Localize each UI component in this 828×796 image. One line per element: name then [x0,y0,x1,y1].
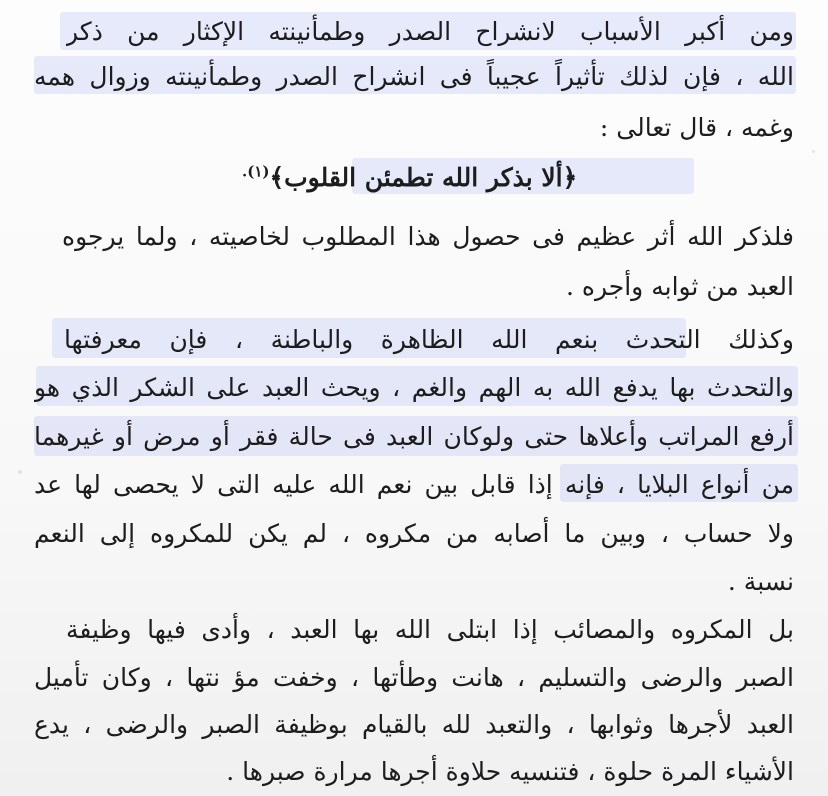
paragraph-4-line-1: بل المكروه والمصائب إذا ابتلى الله بها العبد ، وأدى فيها وظيفة [66,615,794,644]
paragraph-3-line-3: أرفع المراتب وأعلاها حتى ولوكان العبد فى حالة فقر أو مرض أو غيرهما [34,422,794,451]
paragraph-2-line-2: العبد من ثوابه وأجره . [566,272,794,301]
scan-speck [812,150,815,153]
scan-speck [18,470,22,474]
paragraph-4-line-3: العبد لأجرها وثوابها ، والتعبد لله بالقيام بوظيفة الصبر والرضى ، يدع [34,710,794,739]
quran-verse-text: ﴿ألا بذكر الله تطمئن القلوب﴾ [269,163,578,192]
paragraph-3-line-4: من أنواع البلايا ، فإنه إذا قابل بين نعم الله عليه التى لا يحصى لها عد [34,470,794,499]
paragraph-2-line-1: فلذكر الله أثر عظيم فى حصول هذا المطلوب لخاصيته ، ولما يرجوه [62,222,794,251]
paragraph-1-line-2: الله ، فإن لذلك تأثيراً عجيباً فى انشراح الصدر وطمأنينته وزوال همه [34,62,794,91]
paragraph-4-line-2: الصبر والرضى والتسليم ، هانت وطأتها ، وخفت مؤ نتها ، وكان تأميل [34,663,794,692]
paragraph-3-line-1: وكذلك التحدث بنعم الله الظاهرة والباطنة ، فإن معرفتها [64,325,794,354]
paragraph-3-line-5: ولا حساب ، وبين ما أصابه من مكروه ، لم يكن للمكروه إلى النعم [34,519,794,548]
footnote-marker: (١). [242,162,270,181]
paragraph-1-line-1: ومن أكبر الأسباب لانشراح الصدر وطمأنينته الإكثار من ذكر [66,17,794,46]
paragraph-4-line-4: الأشياء المرة حلوة ، فتنسيه حلاوة أجرها مرارة صبرها . [226,757,794,786]
paragraph-1-line-3: وغمه ، قال تعالى : [599,113,794,142]
quran-verse [242,156,682,200]
paragraph-3-line-6: نسبة . [727,567,794,596]
paragraph-3-line-2: والتحدث بها يدفع الله به الهم والغم ، ويحث العبد على الشكر الذي هو [34,373,794,402]
